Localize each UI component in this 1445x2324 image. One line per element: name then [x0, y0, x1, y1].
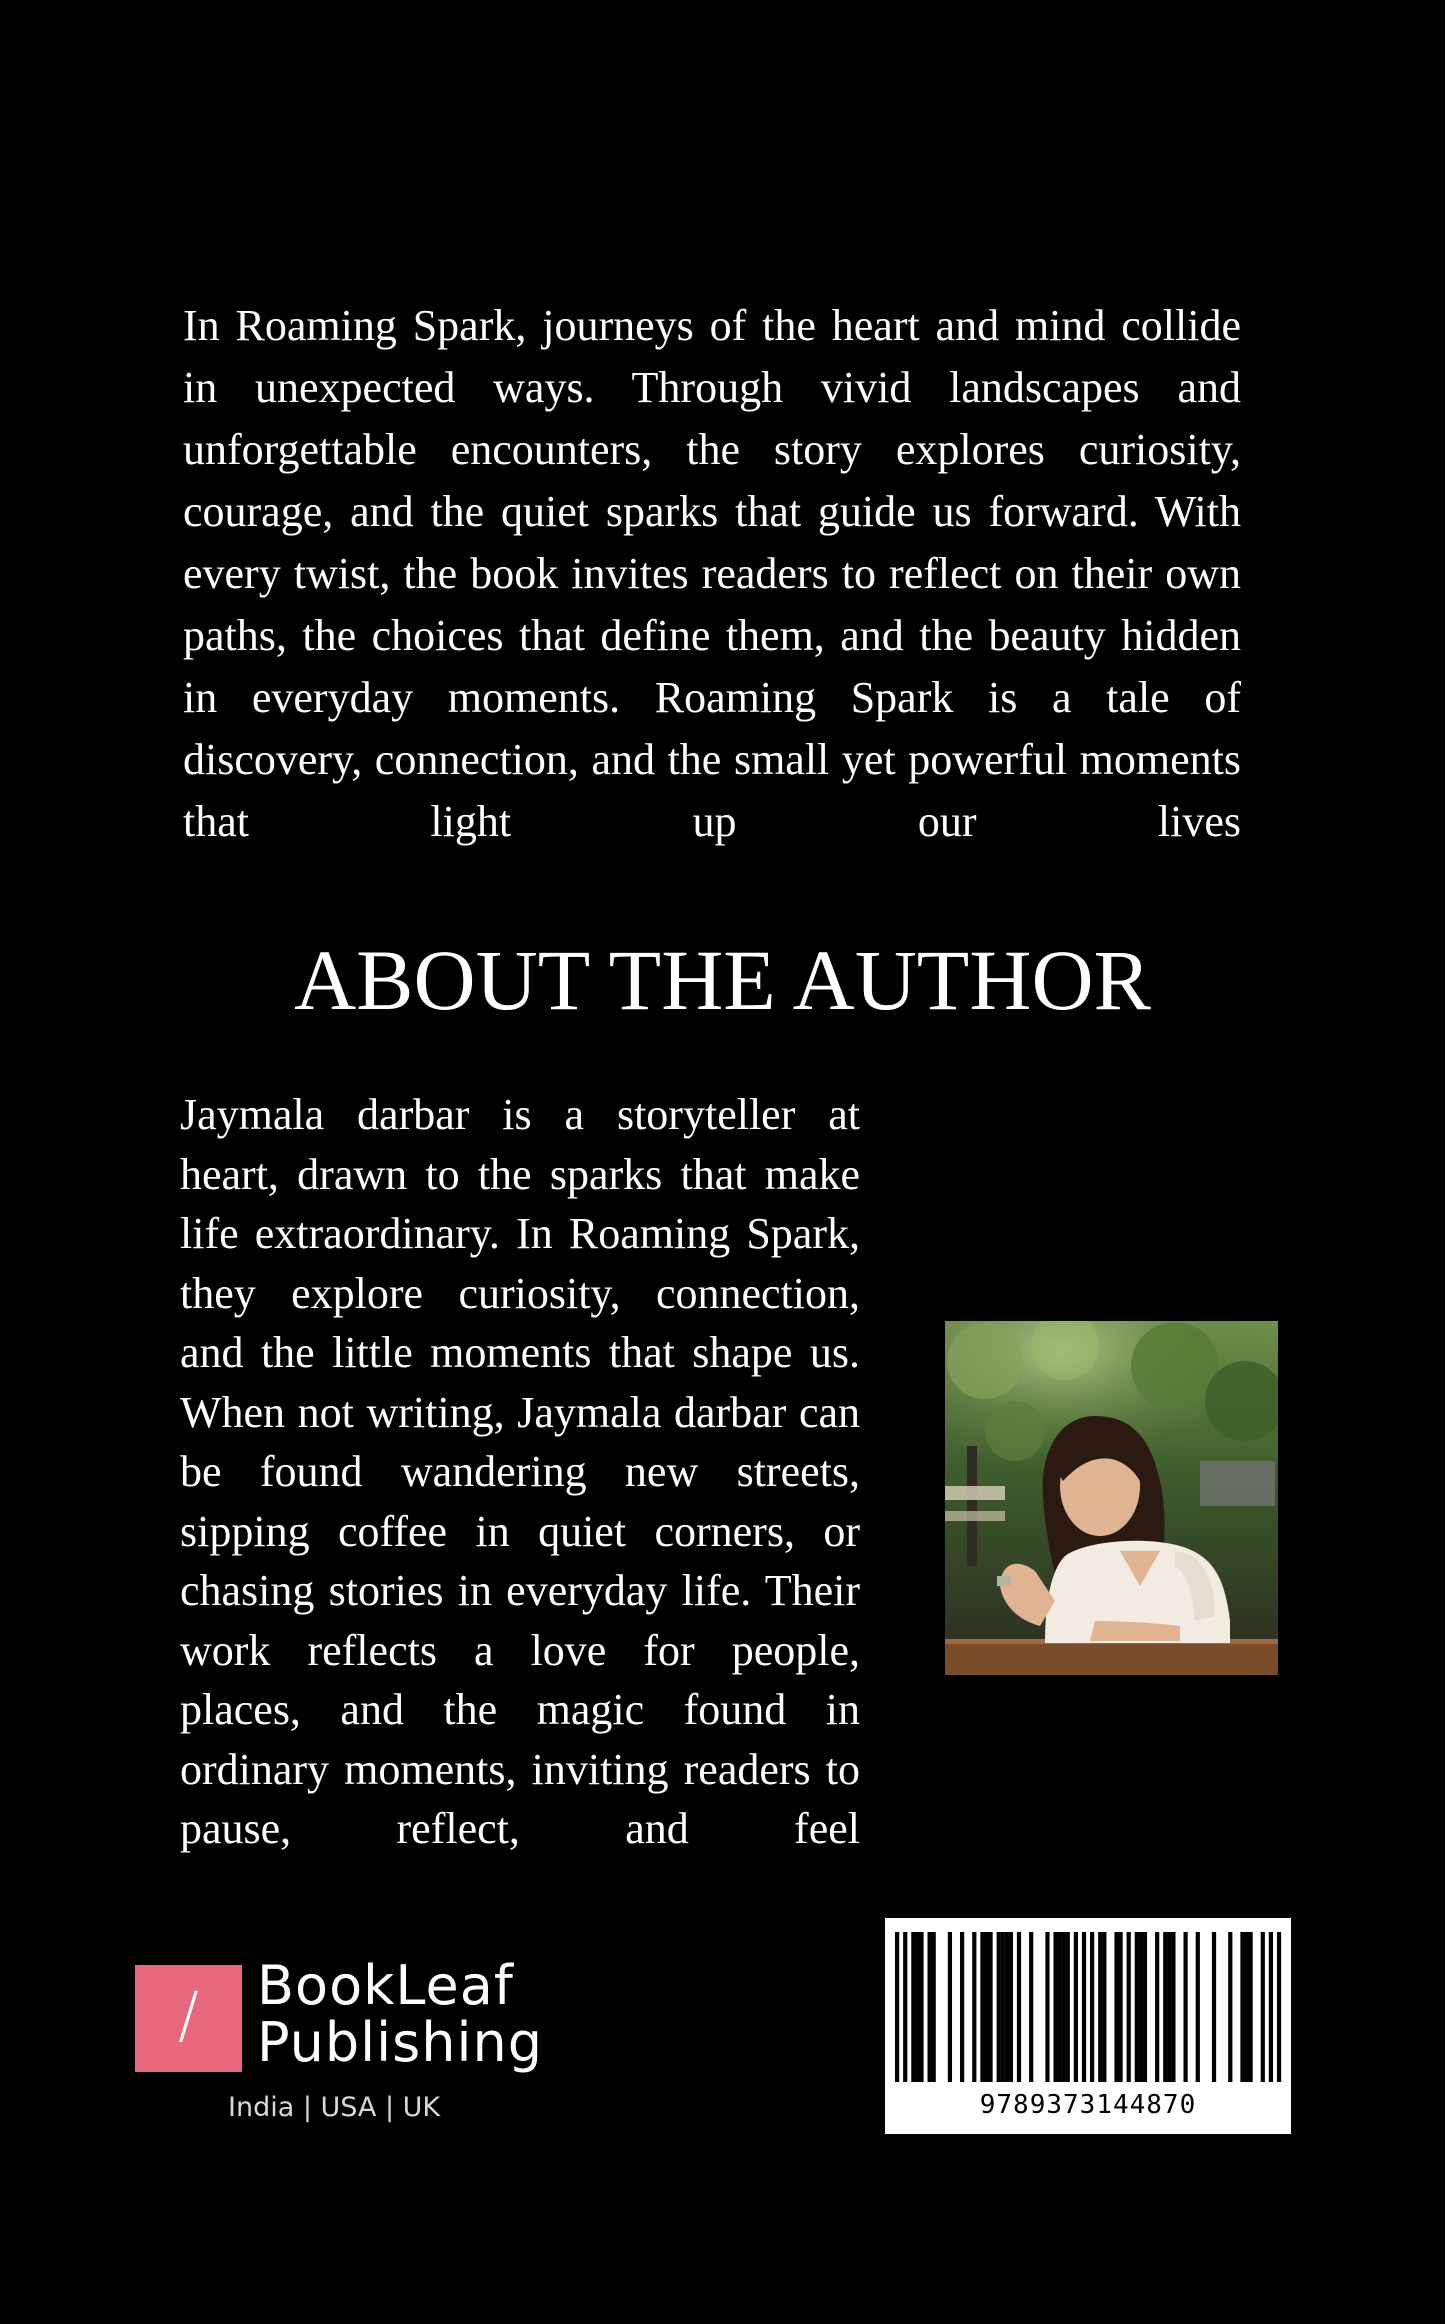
- barcode-bar: [928, 1932, 932, 2082]
- barcode-bar: [1114, 1932, 1118, 2082]
- author-photo: [945, 1321, 1278, 1675]
- barcode-bar: [1082, 1932, 1086, 2082]
- author-bio: Jaymala darbar is a storyteller at heart, drawn to the sparks that make life extraordinary. In Roaming Spark, they explore curiosity, connection, and the little moments that shape us. When not writing, Jaymala darbar can be found wandering new streets, sipping coffee in quiet corners, or chasing stories in everyday life. Their work reflects a love for people, places, and the magic found in ordinary moments, inviting readers to pause, reflect, and feel: [180, 1090, 860, 1853]
- isbn-barcode: [885, 1918, 1291, 2134]
- barcode-bar: [895, 1932, 899, 2082]
- barcode-bar: [903, 1932, 907, 2082]
- barcode-bar: [1196, 1932, 1200, 2082]
- publisher-logo-mark: [135, 1965, 242, 2072]
- slash-icon: /: [178, 1978, 199, 2051]
- barcode-bar: [1062, 1932, 1066, 2082]
- barcode-bar: [1001, 1932, 1005, 2082]
- barcode-bar: [1058, 1932, 1062, 2082]
- barcode-bar: [980, 1932, 984, 2082]
- barcode-bar: [1102, 1932, 1106, 2082]
- barcode-bar: [1090, 1932, 1094, 2082]
- barcode-bar: [1183, 1932, 1187, 2082]
- barcode-bar: [1261, 1932, 1265, 2082]
- barcode-bar: [1155, 1932, 1159, 2082]
- barcode-bar: [1098, 1932, 1102, 2082]
- barcode-bar: [1127, 1932, 1131, 2082]
- barcode-bar: [1269, 1932, 1273, 2082]
- barcode-bar: [911, 1932, 915, 2082]
- barcode-bar: [1017, 1932, 1021, 2082]
- barcode-bar: [1240, 1932, 1244, 2082]
- isbn-number: 9789373144870: [979, 2090, 1197, 2120]
- barcode-bar: [919, 1932, 923, 2082]
- barcode-bar: [1244, 1932, 1248, 2082]
- barcode-bar: [984, 1932, 988, 2082]
- barcode-bar: [915, 1932, 919, 2082]
- barcode-bar: [1139, 1932, 1143, 2082]
- barcode-bar: [1228, 1932, 1232, 2082]
- publisher-logo: [135, 1954, 555, 2135]
- barcode-bar: [1029, 1932, 1033, 2082]
- barcode-bar: [948, 1932, 952, 2082]
- about-author-heading: ABOUT THE AUTHOR: [294, 932, 1151, 1028]
- barcode-bar: [972, 1932, 976, 2082]
- publisher-name-line2: Publishing: [257, 2011, 543, 2074]
- barcode-bar: [1248, 1932, 1252, 2082]
- barcode-bar: [1167, 1932, 1171, 2082]
- barcode-bar: [1053, 1932, 1057, 2082]
- barcode-bar: [1143, 1932, 1147, 2082]
- publisher-regions: India | USA | UK: [228, 2092, 441, 2123]
- barcode-bar: [1212, 1932, 1216, 2082]
- barcode-bar: [960, 1932, 964, 2082]
- book-blurb: In Roaming Spark, journeys of the heart and mind collide in unexpected ways. Through vivid landscapes and unforgettable encounters, the story explores curiosity, courage, and the quiet sparks that guide us forward. With every twist, the book invites readers to reflect on their own paths, the choices that define them, and the beauty hidden in everyday moments. Roaming Spark is a tale of discovery, connection, and the small yet powerful moments that light up our lives: [183, 301, 1241, 846]
- barcode-bar: [997, 1932, 1001, 2082]
- barcode-bar: [988, 1932, 992, 2082]
- barcode-bar: [1277, 1932, 1281, 2082]
- barcode-bar: [1118, 1932, 1122, 2082]
- barcode-bar: [932, 1932, 936, 2082]
- barcode-bar: [1005, 1932, 1009, 2082]
- publisher-name: [257, 1954, 543, 2074]
- barcode-bar: [1135, 1932, 1139, 2082]
- barcode-bar: [1066, 1932, 1070, 2082]
- barcode-bar: [1074, 1932, 1078, 2082]
- publisher-name-line1: BookLeaf: [257, 1954, 514, 2017]
- barcode-bar: [1171, 1932, 1175, 2082]
- barcode-bar: [1163, 1932, 1167, 2082]
- barcode-bar: [1045, 1932, 1049, 2082]
- barcode-bar: [1009, 1932, 1013, 2082]
